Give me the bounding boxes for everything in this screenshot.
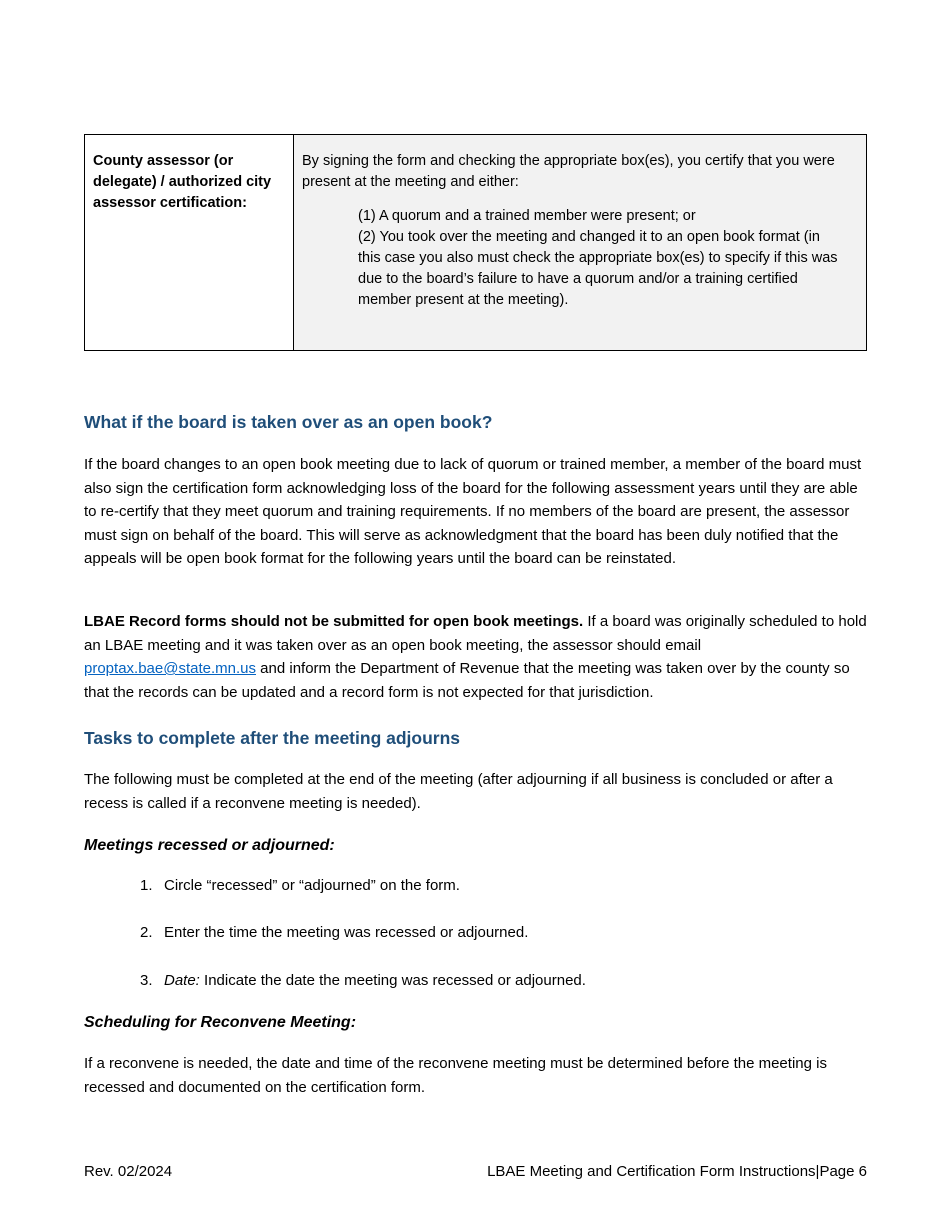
list-item-number: 2.: [140, 924, 153, 941]
page-number: Page 6: [819, 1163, 867, 1180]
page-footer: [84, 1160, 867, 1184]
certification-description-cell: [294, 135, 866, 350]
certification-table: [84, 134, 867, 351]
record-forms-paragraph: [84, 610, 867, 704]
certification-label-cell: [85, 135, 294, 350]
certification-intro: By signing the form and checking the appropriate box(es), you certify that you were present at the meeting and either:: [302, 153, 835, 190]
reconvene-paragraph: If a reconvene is needed, the date and time of the reconvene meeting must be determined before the meeting is recessed and documented on the certification form.: [84, 1055, 827, 1096]
list-item-text: Enter the time the meeting was recessed or adjourned.: [164, 924, 529, 941]
footer-separator: |: [815, 1163, 820, 1180]
record-forms-bold-text: LBAE Record forms should not be submitted for open book meetings.: [84, 613, 584, 630]
footer-title-group: [487, 1160, 867, 1184]
list-item: [140, 969, 840, 993]
recessed-adjourned-subheading: Meetings recessed or adjourned:: [84, 837, 335, 854]
list-item-label: Date:: [164, 972, 200, 989]
revision-date: Rev. 02/2024: [84, 1163, 173, 1180]
certification-label: County assessor (or delegate) / authorized city assessor certification:: [93, 153, 272, 211]
list-item: [140, 921, 840, 945]
certification-option-2: (2) You took over the meeting and changed it to an open book format (in this case you also must check the appropriate box(es) to specify if this was due to the board’s failure to have a quorum and/or a training certified member present at the meeting).: [358, 229, 838, 308]
list-item-text: Indicate the date the meeting was recessed or adjourned.: [199, 972, 586, 989]
reconvene-subheading: Scheduling for Reconvene Meeting:: [84, 1014, 357, 1031]
record-forms-text: If a board was originally scheduled to hold an LBAE meeting and it was taken over as an open book meeting, the assessor should email: [84, 613, 867, 654]
list-item-number: 3.: [140, 972, 153, 989]
email-link[interactable]: proptax.bae@state.mn.us: [84, 660, 256, 677]
open-book-heading: What if the board is taken over as an open book?: [84, 412, 493, 432]
list-item-number: 1.: [140, 877, 153, 894]
list-item: [140, 874, 840, 898]
open-book-paragraph: If the board changes to an open book meeting due to lack of quorum or trained member, a member of the board must also sign the certification form acknowledging loss of the board for the following assessment years until they are able to re-certify that they meet quorum and training requirements. If no members of the board are present, the assessor must sign on behalf of the board. This will serve as acknowledgment that the board has been duly notified that the appeals will be open book format for the following years until the board can be reinstated.: [84, 456, 862, 567]
document-title: LBAE Meeting and Certification Form Instructions: [487, 1163, 816, 1180]
tasks-intro: The following must be completed at the end of the meeting (after adjourning if all business is concluded or after a recess is called if a reconvene meeting is needed).: [84, 771, 833, 812]
list-item-text: Circle “recessed” or “adjourned” on the form.: [164, 877, 460, 894]
certification-option-1: (1) A quorum and a trained member were present; or: [358, 208, 696, 224]
tasks-heading: Tasks to complete after the meeting adjourns: [84, 728, 461, 748]
record-forms-text-end: and inform the Department of Revenue that the meeting was taken over by the county so that the records can be updated and a record form is not expected for that jurisdiction.: [84, 660, 850, 701]
